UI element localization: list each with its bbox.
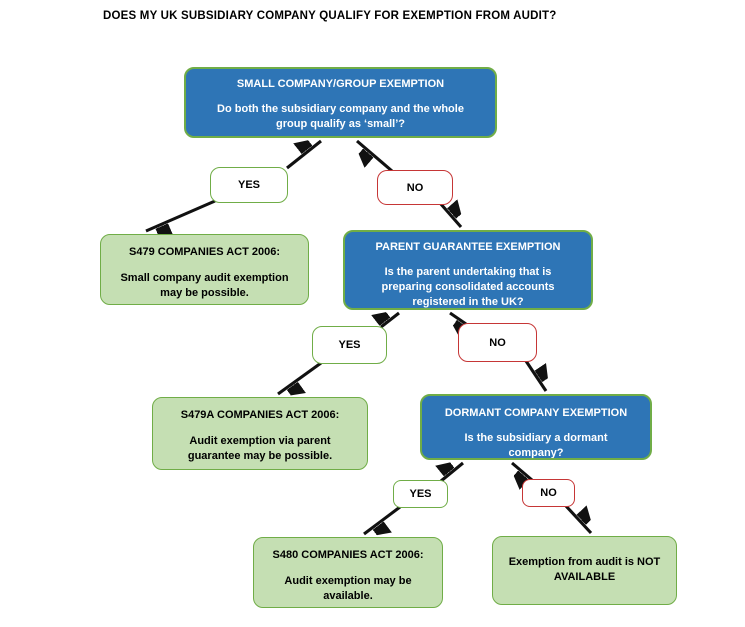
- flow-node-not-available-result: [492, 536, 677, 605]
- arrow-yes1-to-q-small: [287, 141, 321, 168]
- flow-node-s480-result: [253, 537, 443, 608]
- answer-label: NO: [489, 336, 506, 349]
- node-body: Do both the subsidiary company and the whole group qualify as ‘small’?: [217, 103, 464, 130]
- arrow-no3-to-r-not-available: [566, 506, 591, 533]
- node-title: PARENT GUARANTEE EXEMPTION: [375, 241, 561, 253]
- node-title: SMALL COMPANY/GROUP EXEMPTION: [236, 78, 445, 90]
- arrow-yes1-to-r-s479: [146, 201, 215, 231]
- node-title: S480 COMPANIES ACT 2006:: [272, 549, 424, 561]
- answer-label: NO: [540, 487, 557, 499]
- answer-yes-3: [393, 480, 448, 508]
- flow-node-dormant-company-exemption: [420, 394, 652, 460]
- arrow-yes3-to-q-dormant: [441, 463, 463, 481]
- node-title: S479A COMPANIES ACT 2006:: [180, 409, 340, 421]
- answer-no-2: [458, 323, 537, 362]
- flow-node-s479a-result: [152, 397, 368, 470]
- node-body: Is the parent undertaking that is preparing consolidated accounts registered in the UK?: [381, 266, 555, 308]
- answer-yes-2: [312, 326, 387, 364]
- arrow-no1-to-q-parent: [440, 203, 461, 227]
- flow-node-small-company-group-exemption: [184, 67, 497, 138]
- answer-label: YES: [338, 339, 361, 351]
- node-body: Audit exemption via parent guarantee may be possible.: [187, 435, 333, 462]
- node-body: Is the subsidiary a dormant company?: [464, 432, 608, 459]
- arrow-no3-to-q-dormant: [512, 463, 532, 480]
- arrow-yes2-to-r-s479a: [278, 363, 321, 394]
- arrow-yes2-to-q-parent: [381, 313, 399, 327]
- answer-label: YES: [409, 488, 432, 500]
- answer-yes-1: [210, 167, 288, 203]
- node-title: DORMANT COMPANY EXEMPTION: [444, 407, 628, 419]
- node-title: S479 COMPANIES ACT 2006:: [129, 246, 280, 258]
- arrow-no1-to-q-small: [357, 141, 392, 171]
- flow-node-s479-result: [100, 234, 309, 305]
- page-title: DOES MY UK SUBSIDIARY COMPANY QUALIFY FOR EXEMPTION FROM AUDIT?: [103, 10, 557, 22]
- arrow-yes3-to-r-s480: [364, 507, 400, 534]
- node-body: Audit exemption may be available.: [284, 575, 412, 602]
- node-body: Exemption from audit is NOT AVAILABLE: [508, 556, 661, 583]
- arrow-no2-to-q-parent: [450, 313, 466, 324]
- answer-label: YES: [237, 179, 260, 191]
- flow-node-parent-guarantee-exemption: [343, 230, 593, 310]
- node-body: Small company audit exemption may be possible.: [120, 272, 289, 299]
- answer-label: NO: [406, 181, 424, 194]
- arrow-no2-to-q-dormant: [526, 361, 546, 391]
- answer-no-3: [522, 479, 575, 507]
- answer-no-1: [377, 170, 453, 205]
